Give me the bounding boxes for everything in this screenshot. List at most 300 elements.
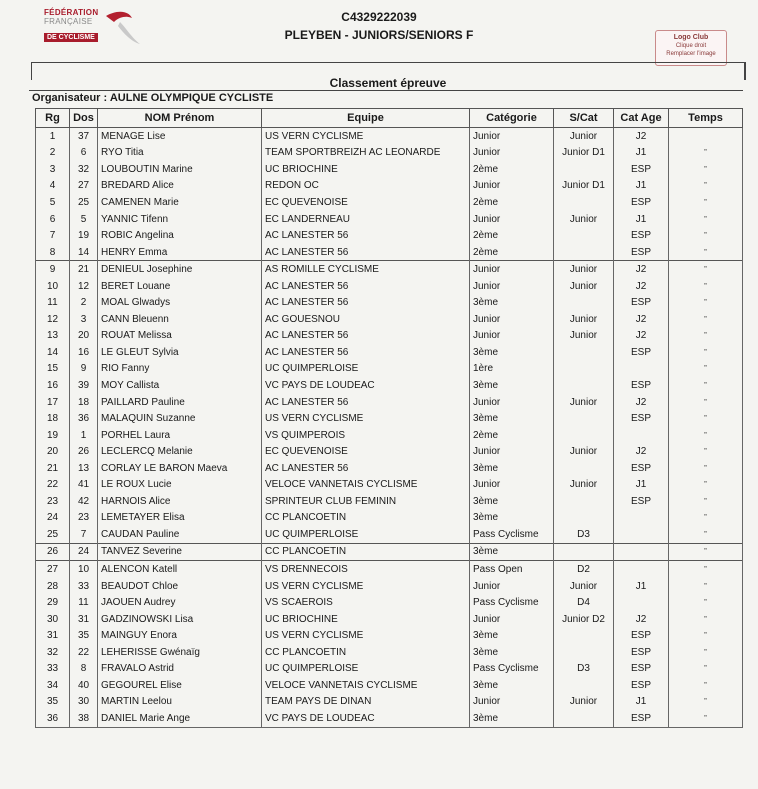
team-cell: US VERN CYCLISME xyxy=(262,578,470,595)
dos-cell: 33 xyxy=(70,578,98,595)
name-cell: TANVEZ Severine xyxy=(98,543,262,561)
table-row xyxy=(36,328,743,345)
age-category-cell: ESP xyxy=(614,377,669,394)
name-cell: BERET Louane xyxy=(98,278,262,295)
team-cell: AC LANESTER 56 xyxy=(262,244,470,261)
club-logo-title: Logo Club xyxy=(673,34,709,41)
table-row xyxy=(36,161,743,178)
time-cell: " xyxy=(669,476,743,493)
age-category-cell: J2 xyxy=(614,611,669,628)
dos-cell: 19 xyxy=(70,227,98,244)
time-cell: " xyxy=(669,311,743,328)
age-category-cell: ESP xyxy=(614,627,669,644)
category-cell: Junior xyxy=(470,178,554,195)
rank-cell: 2 xyxy=(36,145,70,162)
dos-cell: 27 xyxy=(70,178,98,195)
name-cell: ROBIC Angelina xyxy=(98,227,262,244)
name-cell: LOUBOUTIN Marine xyxy=(98,161,262,178)
name-cell: YANNIC Tifenn xyxy=(98,211,262,228)
subcategory-cell xyxy=(554,627,614,644)
time-cell: " xyxy=(669,594,743,611)
name-cell: HARNOIS Alice xyxy=(98,493,262,510)
time-cell: " xyxy=(669,710,743,727)
name-cell: ALENCON Katell xyxy=(98,561,262,578)
subcategory-cell xyxy=(554,361,614,378)
team-cell: TEAM PAYS DE DINAN xyxy=(262,694,470,711)
table-row xyxy=(36,561,743,578)
team-cell: VS DRENNECOIS xyxy=(262,561,470,578)
time-cell: " xyxy=(669,443,743,460)
rank-cell: 12 xyxy=(36,311,70,328)
age-category-cell: ESP xyxy=(614,294,669,311)
name-cell: PORHEL Laura xyxy=(98,427,262,444)
rank-cell: 20 xyxy=(36,443,70,460)
dos-cell: 41 xyxy=(70,476,98,493)
club-logo-hint-1: Clique droit xyxy=(675,43,707,49)
rank-cell: 22 xyxy=(36,476,70,493)
table-row xyxy=(36,460,743,477)
team-cell: UC QUIMPERLOISE xyxy=(262,361,470,378)
subcategory-cell xyxy=(554,410,614,427)
time-cell: " xyxy=(669,427,743,444)
category-cell: 3ème xyxy=(470,294,554,311)
section-title: Classement épreuve xyxy=(329,76,447,90)
team-cell: US VERN CYCLISME xyxy=(262,410,470,427)
subcategory-cell xyxy=(554,644,614,661)
team-cell: AC LANESTER 56 xyxy=(262,227,470,244)
age-category-cell: J1 xyxy=(614,694,669,711)
category-cell: Junior xyxy=(470,278,554,295)
name-cell: MOAL Glwadys xyxy=(98,294,262,311)
logo-line-2: FRANÇAISE xyxy=(44,17,93,26)
subcategory-cell: Junior xyxy=(554,128,614,145)
table-row xyxy=(36,526,743,543)
team-cell: AC LANESTER 56 xyxy=(262,294,470,311)
table-header xyxy=(36,109,743,128)
category-cell: 2ème xyxy=(470,227,554,244)
category-cell: 3ème xyxy=(470,410,554,427)
subcategory-cell: Junior xyxy=(554,311,614,328)
age-category-cell: ESP xyxy=(614,710,669,727)
name-cell: CANN Bleuenn xyxy=(98,311,262,328)
table-row xyxy=(36,261,743,278)
rank-cell: 21 xyxy=(36,460,70,477)
subcategory-cell xyxy=(554,294,614,311)
table-row xyxy=(36,311,743,328)
table-row xyxy=(36,178,743,195)
col-dos: Dos xyxy=(70,109,98,128)
category-cell: 2ème xyxy=(470,244,554,261)
dos-cell: 24 xyxy=(70,543,98,561)
rank-cell: 10 xyxy=(36,278,70,295)
rank-cell: 33 xyxy=(36,661,70,678)
age-category-cell: J2 xyxy=(614,311,669,328)
time-cell: " xyxy=(669,578,743,595)
subcategory-cell: Junior xyxy=(554,394,614,411)
team-cell: VS SCAEROIS xyxy=(262,594,470,611)
col-categorie: Catégorie xyxy=(470,109,554,128)
dos-cell: 37 xyxy=(70,128,98,145)
category-cell: 3ème xyxy=(470,493,554,510)
dos-cell: 38 xyxy=(70,710,98,727)
age-category-cell: ESP xyxy=(614,493,669,510)
team-cell: UC BRIOCHINE xyxy=(262,611,470,628)
category-cell: 3ème xyxy=(470,377,554,394)
category-cell: Junior xyxy=(470,328,554,345)
table-row xyxy=(36,410,743,427)
team-cell: AC LANESTER 56 xyxy=(262,394,470,411)
time-cell: " xyxy=(669,261,743,278)
table-row xyxy=(36,694,743,711)
category-cell: Junior xyxy=(470,611,554,628)
age-category-cell: J1 xyxy=(614,145,669,162)
name-cell: BREDARD Alice xyxy=(98,178,262,195)
rank-cell: 25 xyxy=(36,526,70,543)
table-row xyxy=(36,578,743,595)
subcategory-cell: D2 xyxy=(554,561,614,578)
time-cell: " xyxy=(669,377,743,394)
age-category-cell: ESP xyxy=(614,644,669,661)
rank-cell: 1 xyxy=(36,128,70,145)
age-category-cell: ESP xyxy=(614,244,669,261)
table-row xyxy=(36,128,743,145)
dos-cell: 8 xyxy=(70,661,98,678)
age-category-cell: ESP xyxy=(614,677,669,694)
team-cell: AC GOUESNOU xyxy=(262,311,470,328)
rank-cell: 8 xyxy=(36,244,70,261)
time-cell: " xyxy=(669,394,743,411)
table-row xyxy=(36,344,743,361)
time-cell: " xyxy=(669,244,743,261)
race-code: C4329222039 xyxy=(341,10,417,24)
rank-cell: 14 xyxy=(36,344,70,361)
age-category-cell: J2 xyxy=(614,278,669,295)
time-cell: " xyxy=(669,328,743,345)
rank-cell: 30 xyxy=(36,611,70,628)
time-cell: " xyxy=(669,410,743,427)
time-cell: " xyxy=(669,161,743,178)
subcategory-cell xyxy=(554,161,614,178)
category-cell: 3ème xyxy=(470,344,554,361)
time-cell: " xyxy=(669,194,743,211)
category-cell: Pass Cyclisme xyxy=(470,526,554,543)
time-cell: " xyxy=(669,661,743,678)
subcategory-cell: Junior D1 xyxy=(554,145,614,162)
team-cell: CC PLANCOETIN xyxy=(262,644,470,661)
dos-cell: 36 xyxy=(70,410,98,427)
rank-cell: 9 xyxy=(36,261,70,278)
col-temps: Temps xyxy=(669,109,743,128)
age-category-cell: ESP xyxy=(614,344,669,361)
table-row xyxy=(36,427,743,444)
category-cell: Pass Cyclisme xyxy=(470,594,554,611)
rank-cell: 15 xyxy=(36,361,70,378)
dos-cell: 11 xyxy=(70,594,98,611)
time-cell: " xyxy=(669,627,743,644)
time-cell: " xyxy=(669,543,743,561)
age-category-cell xyxy=(614,594,669,611)
dos-cell: 42 xyxy=(70,493,98,510)
rank-cell: 5 xyxy=(36,194,70,211)
age-category-cell xyxy=(614,526,669,543)
table-row xyxy=(36,611,743,628)
organisateur: Organisateur : AULNE OLYMPIQUE CYCLISTE xyxy=(32,92,274,104)
dos-cell: 10 xyxy=(70,561,98,578)
name-cell: MENAGE Lise xyxy=(98,128,262,145)
dos-cell: 32 xyxy=(70,161,98,178)
team-cell: VS QUIMPEROIS xyxy=(262,427,470,444)
table-row xyxy=(36,543,743,561)
team-cell: TEAM SPORTBREIZH AC LEONARDE xyxy=(262,145,470,162)
dos-cell: 2 xyxy=(70,294,98,311)
name-cell: CORLAY LE BARON Maeva xyxy=(98,460,262,477)
table-row xyxy=(36,476,743,493)
dos-cell: 18 xyxy=(70,394,98,411)
subcategory-cell xyxy=(554,344,614,361)
name-cell: LEHERISSE Gwénaïg xyxy=(98,644,262,661)
table-row xyxy=(36,627,743,644)
name-cell: RYO Titia xyxy=(98,145,262,162)
table-row xyxy=(36,377,743,394)
subcategory-cell xyxy=(554,510,614,527)
category-cell: Junior xyxy=(470,145,554,162)
time-cell: " xyxy=(669,677,743,694)
rank-cell: 34 xyxy=(36,677,70,694)
category-cell: Junior xyxy=(470,128,554,145)
table-row xyxy=(36,278,743,295)
subcategory-cell: Junior xyxy=(554,476,614,493)
rank-cell: 18 xyxy=(36,410,70,427)
name-cell: CAUDAN Pauline xyxy=(98,526,262,543)
rank-cell: 6 xyxy=(36,211,70,228)
team-cell: VELOCE VANNETAIS CYCLISME xyxy=(262,677,470,694)
rank-cell: 17 xyxy=(36,394,70,411)
dos-cell: 20 xyxy=(70,328,98,345)
subcategory-cell: Junior xyxy=(554,443,614,460)
age-category-cell: J2 xyxy=(614,328,669,345)
rank-cell: 27 xyxy=(36,561,70,578)
team-cell: CC PLANCOETIN xyxy=(262,510,470,527)
category-cell: Junior xyxy=(470,211,554,228)
team-cell: SPRINTEUR CLUB FEMININ xyxy=(262,493,470,510)
team-cell: AC LANESTER 56 xyxy=(262,328,470,345)
club-logo-placeholder[interactable] xyxy=(655,30,727,66)
age-category-cell: J1 xyxy=(614,578,669,595)
name-cell: JAOUEN Audrey xyxy=(98,594,262,611)
age-category-cell: J2 xyxy=(614,443,669,460)
logo-line-3: DE CYCLISME xyxy=(44,33,98,42)
category-cell: 3ème xyxy=(470,543,554,561)
category-cell: Junior xyxy=(470,476,554,493)
subcategory-cell xyxy=(554,493,614,510)
time-cell: " xyxy=(669,510,743,527)
subcategory-cell: D4 xyxy=(554,594,614,611)
dos-cell: 7 xyxy=(70,526,98,543)
team-cell: EC QUEVENOISE xyxy=(262,194,470,211)
age-category-cell xyxy=(614,361,669,378)
rank-cell: 35 xyxy=(36,694,70,711)
team-cell: EC LANDERNEAU xyxy=(262,211,470,228)
category-cell: Junior xyxy=(470,261,554,278)
time-cell: " xyxy=(669,211,743,228)
time-cell: " xyxy=(669,145,743,162)
team-cell: AC LANESTER 56 xyxy=(262,460,470,477)
category-cell: 3ème xyxy=(470,460,554,477)
age-category-cell: J2 xyxy=(614,394,669,411)
rank-cell: 7 xyxy=(36,227,70,244)
time-cell: " xyxy=(669,278,743,295)
age-category-cell: ESP xyxy=(614,410,669,427)
age-category-cell: J1 xyxy=(614,178,669,195)
subcategory-cell xyxy=(554,227,614,244)
name-cell: MAINGUY Enora xyxy=(98,627,262,644)
time-cell: " xyxy=(669,493,743,510)
rank-cell: 16 xyxy=(36,377,70,394)
category-cell: 3ème xyxy=(470,644,554,661)
team-cell: EC QUEVENOISE xyxy=(262,443,470,460)
category-cell: 2ème xyxy=(470,161,554,178)
col-nom: NOM Prénom xyxy=(98,109,262,128)
table-row xyxy=(36,194,743,211)
rank-cell: 29 xyxy=(36,594,70,611)
time-cell: " xyxy=(669,361,743,378)
dos-cell: 39 xyxy=(70,377,98,394)
team-cell: US VERN CYCLISME xyxy=(262,627,470,644)
col-scat: S/Cat xyxy=(554,109,614,128)
classement-box xyxy=(31,62,746,90)
team-cell: REDON OC xyxy=(262,178,470,195)
category-cell: Pass Open xyxy=(470,561,554,578)
name-cell: MARTIN Leelou xyxy=(98,694,262,711)
rank-cell: 3 xyxy=(36,161,70,178)
table-row xyxy=(36,227,743,244)
subcategory-cell: Junior xyxy=(554,261,614,278)
time-cell: " xyxy=(669,344,743,361)
age-category-cell xyxy=(614,543,669,561)
age-category-cell xyxy=(614,427,669,444)
category-cell: Pass Cyclisme xyxy=(470,661,554,678)
dos-cell: 16 xyxy=(70,344,98,361)
dos-cell: 30 xyxy=(70,694,98,711)
age-category-cell: J2 xyxy=(614,261,669,278)
age-category-cell xyxy=(614,510,669,527)
dos-cell: 14 xyxy=(70,244,98,261)
dos-cell: 12 xyxy=(70,278,98,295)
table-row xyxy=(36,361,743,378)
subcategory-cell: Junior D2 xyxy=(554,611,614,628)
name-cell: DANIEL Marie Ange xyxy=(98,710,262,727)
dos-cell: 25 xyxy=(70,194,98,211)
table-row xyxy=(36,510,743,527)
name-cell: HENRY Emma xyxy=(98,244,262,261)
subcategory-cell: Junior xyxy=(554,328,614,345)
age-category-cell: J1 xyxy=(614,211,669,228)
name-cell: GEGOUREL Elise xyxy=(98,677,262,694)
category-cell: 1ère xyxy=(470,361,554,378)
subcategory-cell: Junior xyxy=(554,578,614,595)
time-cell: " xyxy=(669,294,743,311)
rank-cell: 24 xyxy=(36,510,70,527)
age-category-cell: J1 xyxy=(614,476,669,493)
rank-cell: 28 xyxy=(36,578,70,595)
category-cell: Junior xyxy=(470,394,554,411)
table-row xyxy=(36,443,743,460)
subcategory-cell: Junior xyxy=(554,278,614,295)
time-cell: " xyxy=(669,561,743,578)
dos-cell: 23 xyxy=(70,510,98,527)
name-cell: GADZINOWSKI Lisa xyxy=(98,611,262,628)
name-cell: MOY Callista xyxy=(98,377,262,394)
category-cell: 3ème xyxy=(470,627,554,644)
category-cell: Junior xyxy=(470,443,554,460)
team-cell: VELOCE VANNETAIS CYCLISME xyxy=(262,476,470,493)
rank-cell: 11 xyxy=(36,294,70,311)
name-cell: RIO Fanny xyxy=(98,361,262,378)
rank-cell: 23 xyxy=(36,493,70,510)
table-row xyxy=(36,211,743,228)
name-cell: ROUAT Melissa xyxy=(98,328,262,345)
dos-cell: 6 xyxy=(70,145,98,162)
time-cell: " xyxy=(669,460,743,477)
table-row xyxy=(36,644,743,661)
dos-cell: 31 xyxy=(70,611,98,628)
name-cell: CAMENEN Marie xyxy=(98,194,262,211)
rank-cell: 4 xyxy=(36,178,70,195)
col-rg: Rg xyxy=(36,109,70,128)
table-row xyxy=(36,661,743,678)
name-cell: LECLERCQ Melanie xyxy=(98,443,262,460)
age-category-cell: J2 xyxy=(614,128,669,145)
subcategory-cell xyxy=(554,244,614,261)
dos-cell: 22 xyxy=(70,644,98,661)
subcategory-cell xyxy=(554,677,614,694)
subcategory-cell xyxy=(554,460,614,477)
dos-cell: 3 xyxy=(70,311,98,328)
category-cell: 3ème xyxy=(470,510,554,527)
subcategory-cell: Junior D1 xyxy=(554,178,614,195)
rank-cell: 26 xyxy=(36,543,70,561)
age-category-cell: ESP xyxy=(614,460,669,477)
col-equipe: Equipe xyxy=(262,109,470,128)
rank-cell: 13 xyxy=(36,328,70,345)
dos-cell: 9 xyxy=(70,361,98,378)
name-cell: PAILLARD Pauline xyxy=(98,394,262,411)
team-cell: US VERN CYCLISME xyxy=(262,128,470,145)
table-row xyxy=(36,394,743,411)
team-cell: AC LANESTER 56 xyxy=(262,344,470,361)
category-cell: Junior xyxy=(470,578,554,595)
category-cell: Junior xyxy=(470,694,554,711)
club-logo-hint-2: Remplacer l'image xyxy=(666,51,716,57)
logo-line-1: FÉDÉRATION xyxy=(44,8,99,17)
subcategory-cell: Junior xyxy=(554,211,614,228)
rank-cell: 32 xyxy=(36,644,70,661)
table-row xyxy=(36,244,743,261)
name-cell: DENIEUL Josephine xyxy=(98,261,262,278)
subcategory-cell: Junior xyxy=(554,694,614,711)
team-cell: VC PAYS DE LOUDEAC xyxy=(262,377,470,394)
dos-cell: 26 xyxy=(70,443,98,460)
col-catage: Cat Age xyxy=(614,109,669,128)
time-cell: " xyxy=(669,526,743,543)
rank-cell: 31 xyxy=(36,627,70,644)
subcategory-cell xyxy=(554,194,614,211)
category-cell: Junior xyxy=(470,311,554,328)
time-cell: " xyxy=(669,178,743,195)
race-title: PLEYBEN - JUNIORS/SENIORS F xyxy=(284,28,474,42)
table-row xyxy=(36,145,743,162)
organisateur-divider xyxy=(29,90,743,91)
